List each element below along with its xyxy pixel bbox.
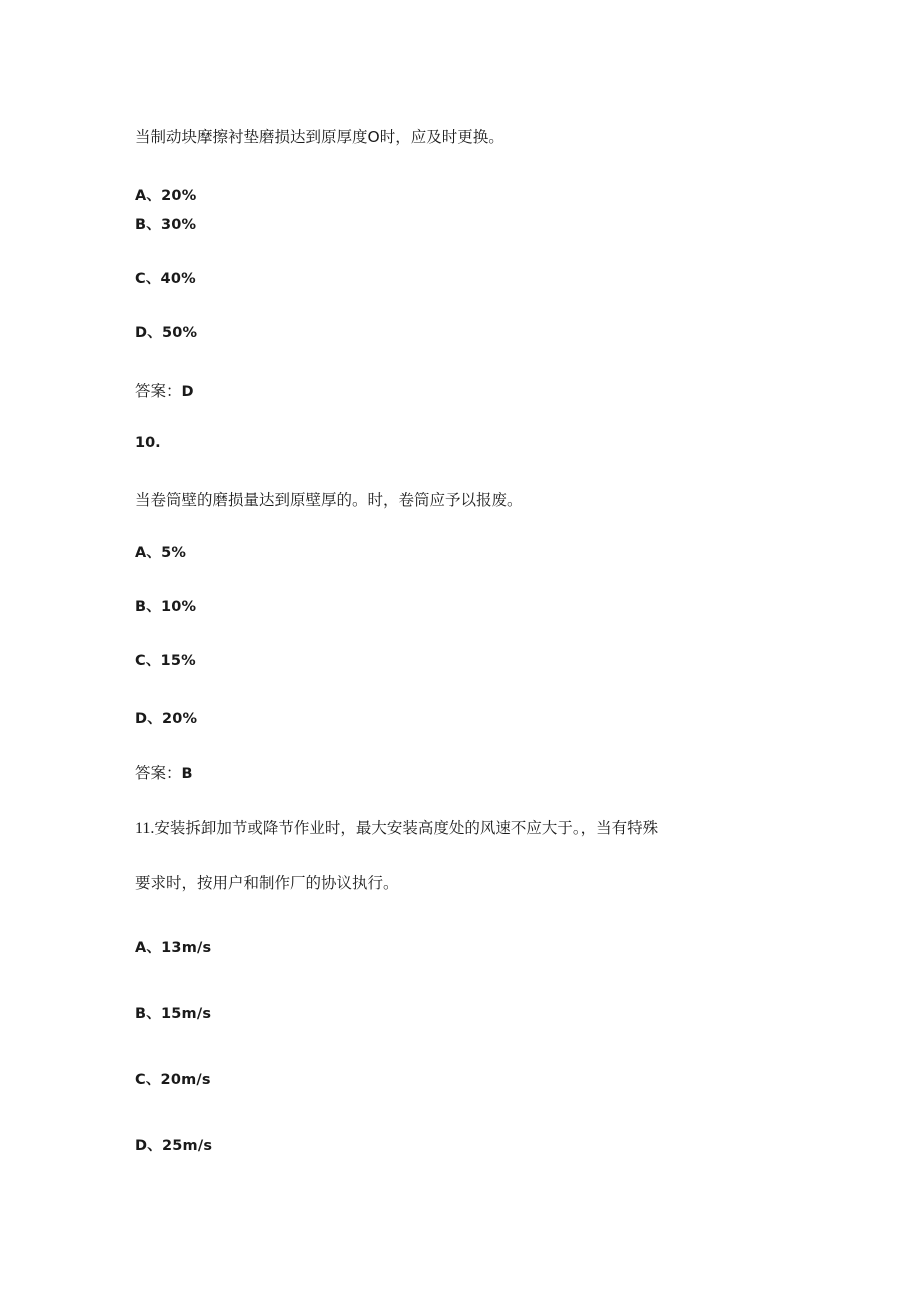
option-letter: C、 xyxy=(135,653,161,669)
question-stem-text: 当卷筒壁的磨损量达到原壁厚的。时，卷筒应予以报废。 xyxy=(135,491,523,509)
option-letter: A、 xyxy=(135,188,162,204)
option-c xyxy=(135,1070,211,1090)
question-stem-text: 要求时，按用户和制作厂的协议执行。 xyxy=(135,874,399,892)
option-value: 30% xyxy=(160,217,197,233)
option-value: 15% xyxy=(160,653,196,669)
answer xyxy=(135,381,194,402)
question-number: 10. xyxy=(135,435,161,451)
option-value: 10% xyxy=(160,599,197,615)
option-letter: B、 xyxy=(135,217,161,233)
question-stem xyxy=(135,127,504,147)
question-stem-text: 当制动块摩擦衬垫磨损达到原厚度O时，应及时更换。 xyxy=(135,128,504,146)
option-letter: B、 xyxy=(135,1006,161,1022)
option-value: 25m/s xyxy=(161,1138,213,1154)
option-d xyxy=(135,709,197,729)
option-d xyxy=(135,1136,212,1156)
answer-label: 答案： xyxy=(135,382,182,400)
option-value: 50% xyxy=(161,325,198,341)
option-d xyxy=(135,323,197,343)
option-value: 20% xyxy=(161,188,197,204)
answer xyxy=(135,763,193,784)
option-letter: D、 xyxy=(135,1138,162,1154)
option-letter: C、 xyxy=(135,271,161,287)
question-number: 11. xyxy=(135,820,155,837)
question-stem xyxy=(135,818,658,839)
option-c xyxy=(135,269,196,289)
option-letter: A、 xyxy=(135,545,162,561)
option-letter: B、 xyxy=(135,599,161,615)
option-letter: D、 xyxy=(135,325,162,341)
option-b xyxy=(135,1004,211,1024)
option-b xyxy=(135,597,196,617)
option-letter: D、 xyxy=(135,711,162,727)
option-letter: A、 xyxy=(135,940,162,956)
answer-label: 答案： xyxy=(135,764,182,782)
option-value: 13m/s xyxy=(161,940,212,956)
option-letter: C、 xyxy=(135,1072,161,1088)
answer-value: B xyxy=(181,766,193,782)
option-c xyxy=(135,651,196,671)
option-a xyxy=(135,186,196,206)
question-stem-continued xyxy=(135,873,399,893)
option-value: 20% xyxy=(161,711,198,727)
option-value: 15m/s xyxy=(160,1006,212,1022)
option-value: 20m/s xyxy=(160,1072,211,1088)
question-stem-text: 安装拆卸加节或降节作业时，最大安装高度处的风速不应大于。，当有特殊 xyxy=(154,819,659,837)
question-stem xyxy=(135,490,523,510)
option-value: 40% xyxy=(160,271,196,287)
option-b xyxy=(135,215,196,235)
option-a xyxy=(135,938,211,958)
answer-value: D xyxy=(181,384,194,400)
option-a xyxy=(135,543,186,563)
option-value: 5% xyxy=(161,545,187,561)
